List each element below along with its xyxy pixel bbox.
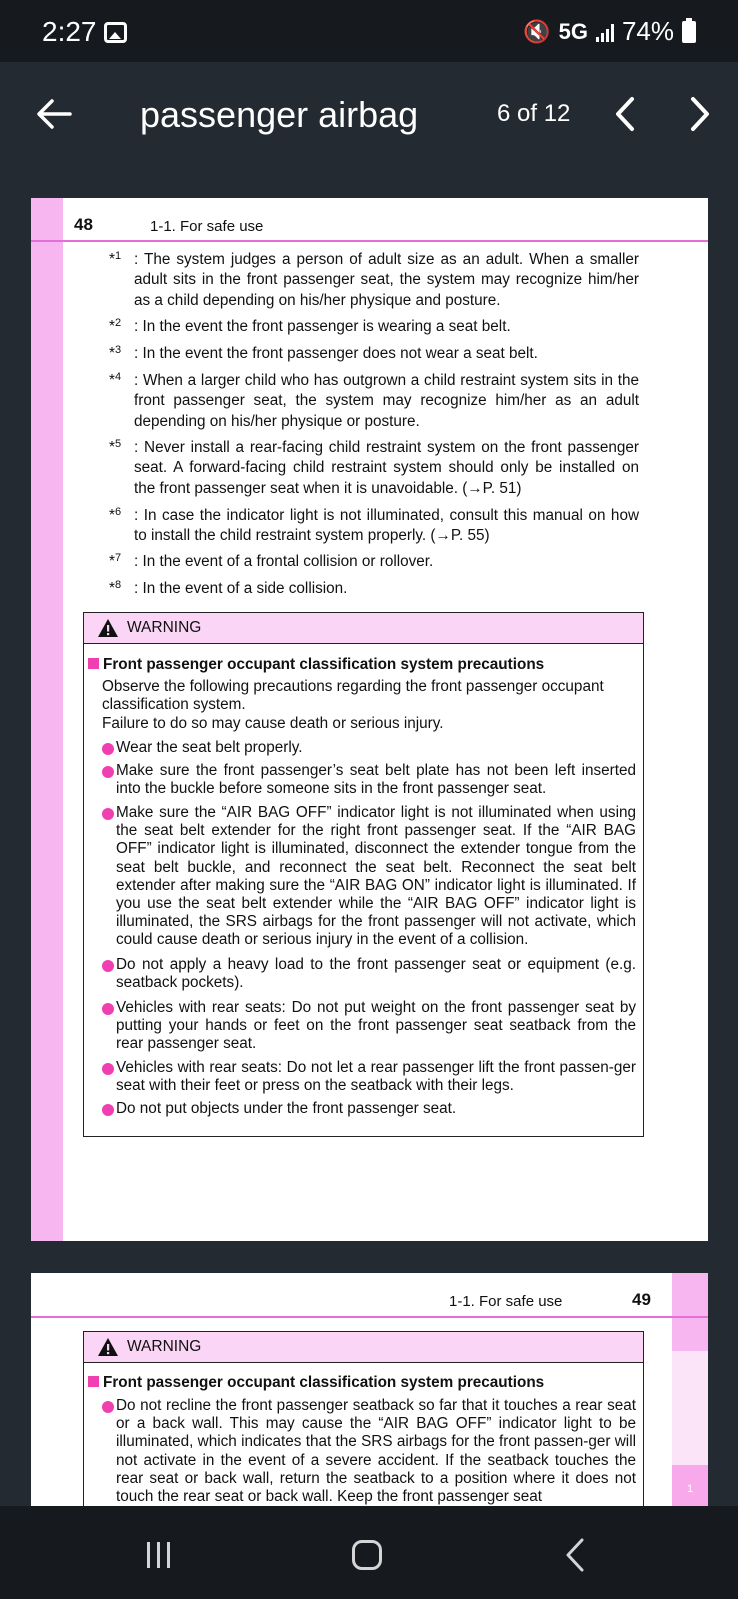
status-indicators [523, 16, 696, 47]
pink-square-icon [88, 658, 99, 669]
page-number: 48 [74, 215, 93, 234]
bullet-dot-icon [102, 743, 114, 755]
warning-intro: Observe the following precautions regarding the front passenger occupant classification system. [102, 678, 604, 714]
bullet-dot-icon [102, 808, 114, 820]
nav-back-icon[interactable] [560, 1536, 590, 1574]
home-icon[interactable] [352, 1540, 382, 1570]
bullet-dot-icon [102, 1003, 114, 1015]
battery-percent: 74% [621, 16, 674, 46]
next-match-icon[interactable] [680, 90, 720, 138]
previous-match-icon[interactable] [605, 90, 645, 138]
pdf-page-48: 48 1-1. For safe use *$^1$ : The system judges a person of adult size as an adult. When a smaller adult sits in the front passenger seat, the system may recognize him/her as a child depending on his/her physique and posture. *$^2$ : In the event the front passenger is wearing a seat belt. *$^3$ : In the event the front passenger does not wear a seat belt. *$^4$ : When a larger child who has outgrown a child restraint system sits in the front passenger seat, the system may recognize him/her as an adult depending on his/her physique or posture. *$^5$ : Never install a rear-facing child restraint system on the front passenger seat. A forward-facing child restraint system should only be installed on the front passenger seat when it is unavoidable. (→P. 51) *$^6$ : In case the indicator light is not illuminated, consult this manual on how to install the child restraint system properly. (→P. 55) *$^7$ : In the event of a frontal collision or rollover. *$^8$ : In the event of a side collision. WARNING Front passenger occupant classification system precautions Observe the following precautions regarding the front passenger occupant classification system. Failure to do so may cause death or serious injury. Wear the seat belt properly. Make sure the front passenger’s seat belt plate has not been left inserted into the buckle before someone sits in the front passenger seat. Make sure the “AIR BAG OFF” indicator light is not illuminated when using the seat belt extender for the right front passenger seat. If the “AIR BAG OFF” indicator light is illuminated, disconnect the extender tongue from the seat belt buckle, and reconnect the seat belt. Reconnect the seat belt extender after making sure the “AIR BAG ON” indicator light is illuminated. If you use the seat belt extender while the “AIR BAG OFF” indicator light is illuminated, the SRS airbags for the front passenger will not activate, which could cause death or serious injury in the event of a collision. Do not apply a heavy load to the front passenger seat or equipment (e.g. seatback pockets). Vehicles with rear seats: Do not put weight on the front passenger seat by putting your hands or feet on the front passenger seat seatback from the rear passenger seat. Vehicles with rear seats: Do not let a rear passenger lift the front passen-ger seat with their feet or press on the seatback with their legs. Do not put objects under the front passenger seat. [31, 198, 708, 1241]
warning-header [84, 1332, 643, 1363]
status-time: 2:27 [42, 16, 97, 47]
search-toolbar [0, 62, 738, 172]
section-header: 1-1. For safe use [150, 218, 264, 235]
battery-icon [682, 21, 696, 43]
warning-title: Front passenger occupant classification system precautions [88, 656, 544, 674]
warning-label: WARNING [127, 1338, 202, 1355]
chapter-tab: 1 [672, 1465, 708, 1506]
gallery-notification-icon [104, 22, 127, 43]
mute-icon: 🔇 [523, 18, 551, 44]
warning-title: Front passenger occupant classification system precautions [88, 1374, 544, 1392]
status-bar [0, 0, 738, 62]
back-arrow-icon[interactable] [30, 90, 78, 138]
document-viewer[interactable] [0, 172, 738, 1506]
warning-box: WARNING Front passenger occupant classification system precautions Observe the following precautions regarding the front passenger occupant classification system. Failure to do so may cause death or serious injury. Wear the seat belt properly. Make sure the front passenger’s seat belt plate has not been left inserted into the buckle before someone sits in the front passenger seat. Make sure the “AIR BAG OFF” indicator light is not illuminated when using the seat belt extender for the right front passenger seat. If the “AIR BAG OFF” indicator light is illuminated, disconnect the extender tongue from the seat belt buckle, and reconnect the seat belt. Reconnect the seat belt extender after making sure the “AIR BAG ON” indicator light is illuminated. If you use the seat belt extender while the “AIR BAG OFF” indicator light is illuminated, the SRS airbags for the front passenger will not activate, which could cause death or serious injury in the event of a collision. Do not apply a heavy load to the front passenger seat or equipment (e.g. seatback pockets). Vehicles with rear seats: Do not put weight on the front passenger seat by putting your hands or feet on the front passenger seat seatback from the rear passenger seat. Vehicles with rear seats: Do not let a rear passenger lift the front passen-ger seat with their feet or press on the seatback with their legs. Do not put objects under the front passenger seat. [83, 612, 644, 1137]
pdf-page-49 [31, 1273, 708, 1506]
bullet-dot-icon [102, 1063, 114, 1075]
section-header: 1-1. For safe use [449, 1293, 563, 1310]
search-query[interactable]: passenger airbag [140, 94, 419, 135]
warning-header [84, 613, 643, 644]
warning-intro-consequence: Failure to do so may cause death or serious injury. [102, 715, 444, 732]
match-count: 6 of 12 [497, 100, 571, 127]
pink-square-icon [88, 1376, 99, 1387]
page-margin-band [672, 1273, 708, 1351]
warning-triangle-icon [97, 1337, 119, 1357]
network-type: 5G [558, 18, 588, 44]
page-margin-band [31, 198, 63, 1241]
bullet-dot-icon [102, 1401, 114, 1413]
warning-triangle-icon [97, 618, 119, 638]
system-navigation-bar [0, 1506, 738, 1599]
signal-icon [596, 22, 614, 42]
header-rule [31, 240, 708, 242]
warning-box: WARNING Front passenger occupant classification system precautions Do not recline the front passenger seatback so far that it touches a rear seat or a back wall. This may cause the “AIR BAG OFF” indicator light to be illuminated, which indicates that the SRS airbags for the front passen-ger will not activate in the event of a severe accident. If the seatback touches the rear seat or back wall, return the seatback to a position where it does not touch the rear seat or back wall. Keep the front passenger seat [83, 1331, 644, 1506]
warning-label: WARNING [127, 619, 202, 636]
bullet-dot-icon [102, 1104, 114, 1116]
bullet-dot-icon [102, 960, 114, 972]
bullet-dot-icon [102, 766, 114, 778]
header-rule [31, 1316, 708, 1318]
recents-icon[interactable] [147, 1542, 170, 1568]
page-number: 49 [632, 1290, 651, 1309]
